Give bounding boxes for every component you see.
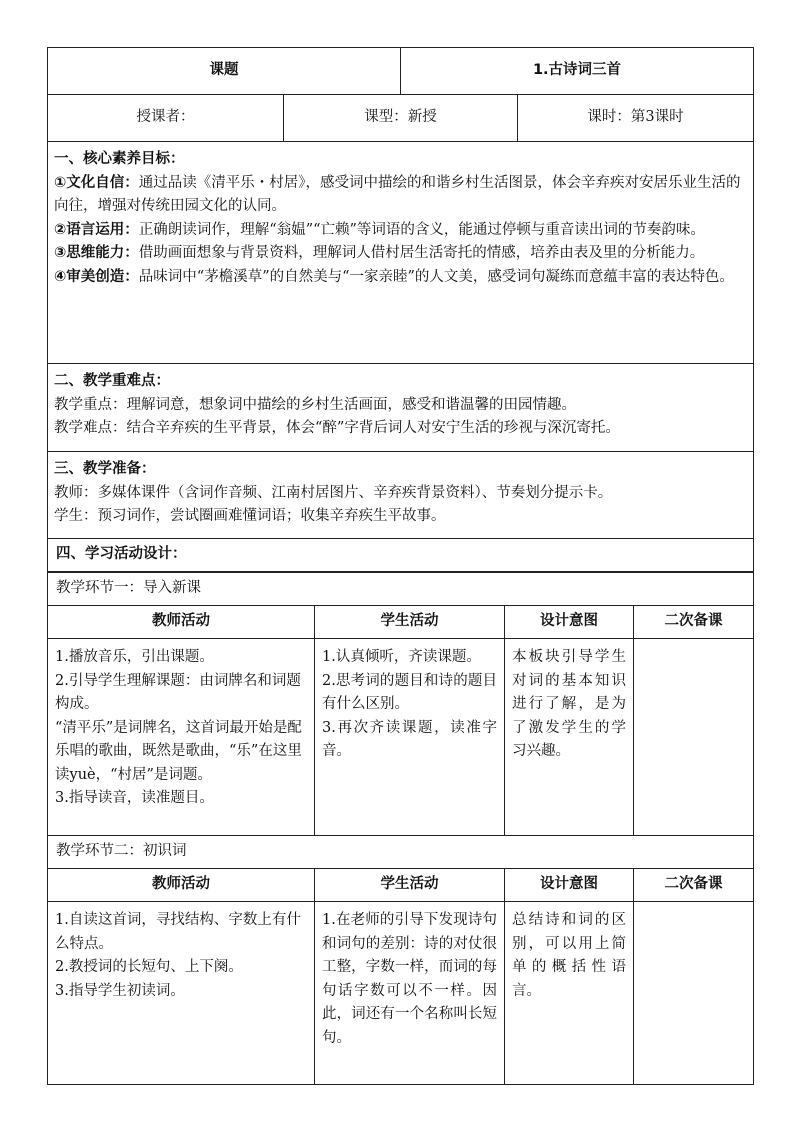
stage1-second-cell xyxy=(634,639,754,836)
col-second-prep: 二次备课 xyxy=(634,869,754,902)
lesson-plan xyxy=(47,47,753,1085)
student-step: 3.再次齐读课题，读准字音。 xyxy=(322,719,497,759)
student-step: 1.认真倾听，齐读课题。 xyxy=(322,649,481,665)
goal-item: ①文化自信：通过品读《清平乐・村居》，感受词中描绘的和谐乡村生活图景，体会辛弃疾对安居乐业生活的向往，增强对传统田园文化的认同。 xyxy=(54,174,741,214)
stage-title: 教学环节二：初识词 xyxy=(48,836,754,869)
col-teacher-activity: 教师活动 xyxy=(48,606,315,639)
preparation-line: 学生：预习词作，尝试圈画难懂词语；收集辛弃疾生平故事。 xyxy=(54,508,446,524)
stage1-student-cell xyxy=(315,639,505,836)
section-title: 二、教学重难点： xyxy=(54,373,170,389)
section-title: 一、核心素养目标： xyxy=(54,151,185,167)
teacher-step: 2.教授词的长短句、上下阕。 xyxy=(55,959,243,975)
topic-value: 1.古诗词三首 xyxy=(401,48,754,95)
stage1-teacher-cell xyxy=(48,639,315,836)
goal-item: ④审美创造：品味词中“茅檐溪草”的自然美与“一家亲睦”的人文美，感受词句凝练而意蕴丰富的表达特色。 xyxy=(54,268,734,285)
col-student-activity: 学生活动 xyxy=(315,606,505,639)
teacher-step: 3.指导读音，读准题目。 xyxy=(55,790,214,806)
teacher-label: 授课者： xyxy=(48,95,284,142)
col-second-prep: 二次备课 xyxy=(634,606,754,639)
col-student-activity: 学生活动 xyxy=(315,869,505,902)
key-point-line: 教学重点：理解词意，想象词中描绘的乡村生活画面，感受和谐温馨的田园情趣。 xyxy=(54,396,576,413)
goal-item: ②语言运用：正确朗读词作，理解“翁媪”“亡赖”等词语的含义，能通过停顿与重音读出词的节奏韵味。 xyxy=(54,221,705,238)
goal-item: ③思维能力：借助画面想象与背景资料，理解词人借村居生活寄托的情感，培养由表及里的分析能力。 xyxy=(54,245,705,261)
stage2-student-cell xyxy=(315,902,505,1085)
teacher-step: 2.引导学生理解课题：由词牌名和词题构成。 xyxy=(55,672,301,712)
col-teacher-activity: 教师活动 xyxy=(48,869,315,902)
teacher-step: “清平乐”是词牌名，这首词最开始是配乐唱的歌曲，既然是歌曲，“乐”在这里读yuè，“村居”是词题。 xyxy=(55,719,302,783)
teacher-step: 1.自读这首词，寻找结构、字数上有什么特点。 xyxy=(55,912,301,952)
header-table xyxy=(47,47,754,572)
teacher-step: 1.播放音乐，引出课题。 xyxy=(55,649,214,665)
key-point-line: 教学难点：结合辛弃疾的生平背景，体会“醉”字背后词人对安宁生活的珍视与深沉寄托。 xyxy=(54,420,620,436)
stage1-intent-cell xyxy=(505,639,634,836)
core-goals-section xyxy=(48,142,754,364)
stage2-intent-cell xyxy=(505,902,634,1085)
stage2-second-cell xyxy=(634,902,754,1085)
student-step: 1.在老师的引导下发现诗句和词句的差别：诗的对仗很工整，字数一样，而词的每句话字数可以不一样。因此，词还有一个名称叫长短句。 xyxy=(322,912,497,1046)
lesson-type: 课型：新授 xyxy=(284,95,518,142)
design-intent: 总结诗和词的区别，可以用上简单的概括性语言。 xyxy=(512,912,626,999)
preparation-section xyxy=(48,452,754,539)
design-intent: 本板块引导学生对词的基本知识进行了解，是为了激发学生的学习兴趣。 xyxy=(512,649,626,759)
col-design-intent: 设计意图 xyxy=(505,869,634,902)
section-title: 三、教学准备： xyxy=(54,461,156,477)
activity-table xyxy=(47,572,754,1085)
key-points-section xyxy=(48,364,754,452)
activity-design-title: 四、学习活动设计： xyxy=(48,539,754,572)
teacher-step: 3.指导学生初读词。 xyxy=(55,982,185,999)
student-step: 2.思考词的题目和诗的题目有什么区别。 xyxy=(322,672,497,712)
stage2-teacher-cell xyxy=(48,902,315,1085)
lesson-period: 课时：第3课时 xyxy=(518,95,754,142)
col-design-intent: 设计意图 xyxy=(505,606,634,639)
preparation-line: 教师：多媒体课件（含词作音频、江南村居图片、辛弃疾背景资料）、节奏划分提示卡。 xyxy=(54,484,613,501)
stage-title: 教学环节一：导入新课 xyxy=(48,573,754,606)
topic-label: 课题 xyxy=(48,48,401,95)
